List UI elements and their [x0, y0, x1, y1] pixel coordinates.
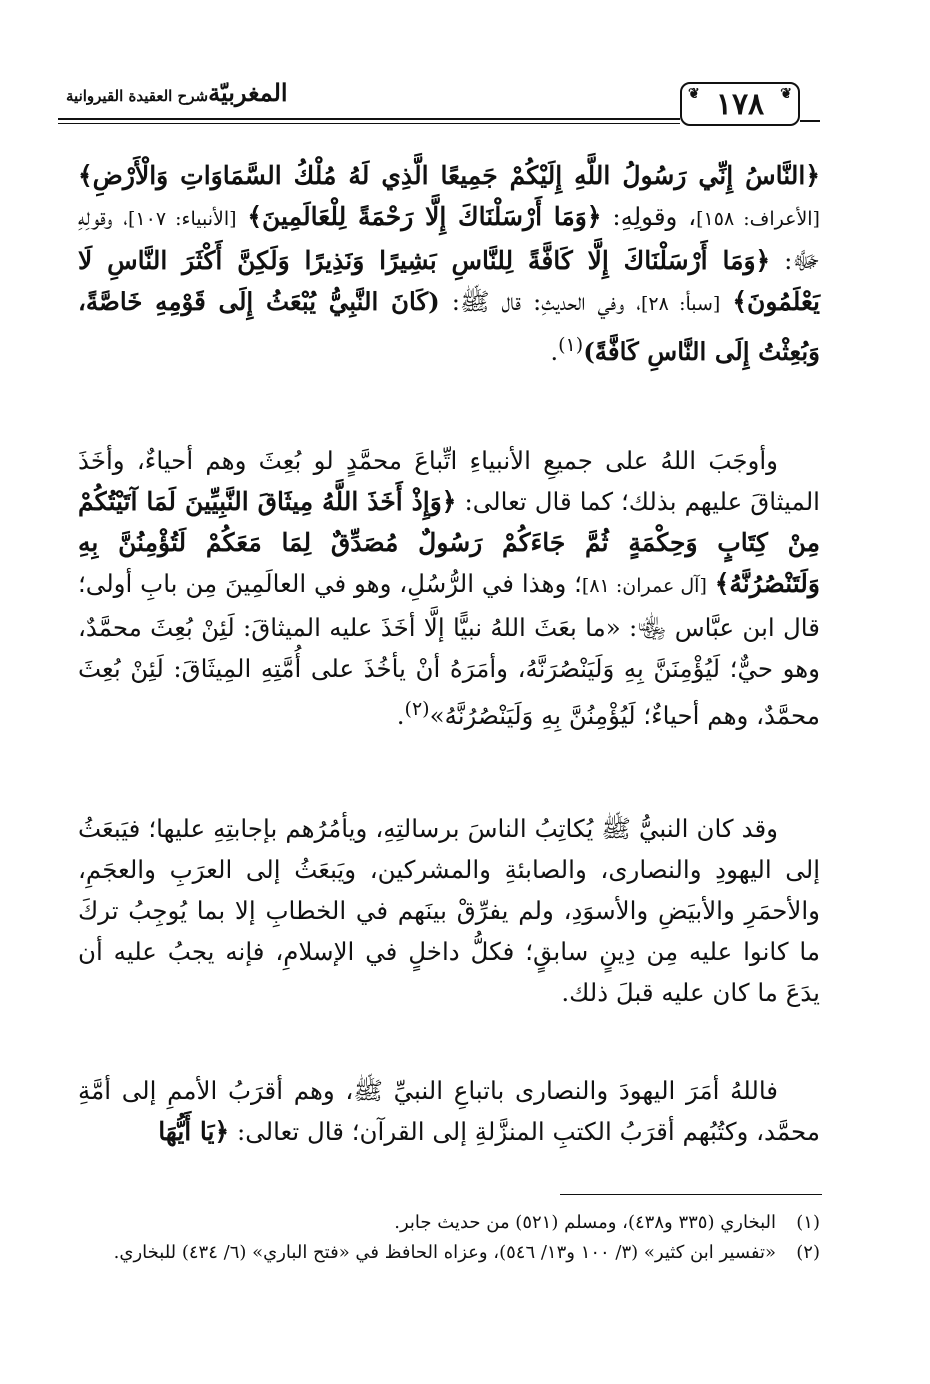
- paragraph-text: وقد كان النبيُّ ﷺ يُكاتِبُ الناسَ برسالتِهِ، ويأمُرُهم بإجابتِهِ عليها؛ فيَبعَثُ إلى اليهودِ والنصارى، والصابئةِ والمشركين، ويَبعَثُ إلى العرَبِ والعجَمِ، والأحمَرِ والأبيَضِ والأسوَدِ، ولم يفرِّقْ بينَهم في الخطابِ إلا بما يُوجِبُ تركَ ما كانوا عليه مِن دِينٍ سابقٍ؛ فكلُّ داخلٍ في الإسلامِ، فإنه يجبُ عليه أن يدَعَ ما كان عليه قبلَ ذلك.: [78, 814, 820, 1007]
- quran-verse: ﴿النَّاسُ إِنِّي رَسُولُ اللَّهِ إِلَيْكُمْ جَمِيعًا الَّذِي لَهُ مُلْكُ السَّمَاوَاتِ وَالْأَرْضِ﴾: [78, 161, 820, 190]
- paragraph-end: .: [550, 337, 559, 367]
- paragraph-end: .: [396, 701, 405, 731]
- footnote-marker: (٢): [404, 698, 430, 720]
- quran-verse: ﴿يَا أَيُّهَا: [158, 1117, 230, 1146]
- paragraph-text: وأوجَبَ اللهُ على جميعِ الأنبياءِ اتِّباعَ محمَّدٍ لو بُعِثَ وهم أحياءٌ، وأخَذَ الميثاقَ عليهم بذلك؛ كما قال تعالى:: [78, 446, 820, 516]
- paragraph-text: ، وقولِهِ ﷻ:: [78, 202, 821, 275]
- footnote-1: [78, 1208, 820, 1238]
- verse-reference: [سبأ: ٢٨]: [641, 293, 721, 315]
- verse-reference: [آل عمران: ٨١]: [581, 575, 707, 597]
- paragraph-text: ؛ وهذا في الرُّسُلِ، وهو في العالَمِينَ مِن بابِ أولى؛ قال ابن عبَّاس ﵄: «ما بعَثَ اللهُ نبيًّا إلَّا أخَذَ عليه الميثاقَ: لَئِنْ بُعِثَ محمَّدٌ، وهو حيٌّ؛ لَيُؤْمِنَنَّ بِهِ وَلَيَنْصُرَنَّهُ، وأمَرَهُ أنْ يأخُذَ على أُمَّتِهِ المِيثَاقَ: لَئِنْ بُعِثَ محمَّدٌ، وهم أحياءٌ؛ لَيُؤْمِنُنَّ بِهِ وَلَيَنْصُرُنَّهُ»: [78, 569, 820, 731]
- ornament-icon: ❦: [688, 86, 700, 102]
- verse-reference: [الأنبياء: ١٠٧]: [127, 208, 237, 230]
- footnote-separator: [560, 1194, 822, 1195]
- footnote-marker: (١): [558, 334, 584, 356]
- footnote-number: (١): [796, 1212, 820, 1233]
- page-number-box: [680, 82, 800, 126]
- footnote-text: البخاري (٣٣٥ و٤٣٨)، ومسلم (٥٢١) من حديث جابر.: [394, 1212, 776, 1233]
- paragraph-2: [78, 440, 820, 736]
- running-header: [60, 78, 320, 107]
- page-number: ١٧٨: [715, 86, 765, 122]
- paragraph-3: [78, 808, 820, 1013]
- footnote-number: (٢): [796, 1242, 820, 1263]
- verse-reference: [الأعراف: ١٥٨]: [696, 208, 820, 230]
- book-subtitle: شرح العقيدة القيروانية: [66, 87, 209, 105]
- quran-verse: ﴿وَمَا أَرْسَلْنَاكَ إِلَّا كَافَّةً لِلنَّاسِ بَشِيرًا وَنَذِيرًا وَلَكِنَّ أَكْثَرَ النَّاسِ لَا يَعْلَمُونَ﴾: [78, 246, 821, 316]
- quran-verse: ﴿وَمَا أَرْسَلْنَاكَ إِلَّا رَحْمَةً لِلْعَالَمِينَ﴾: [247, 202, 602, 231]
- header-rule-right: [800, 120, 820, 122]
- paragraph-4: [78, 1070, 820, 1152]
- hadith-text: (كَانَ النَّبِيُّ يُبْعَثُ إِلَى قَوْمِهِ خَاصَّةً، وَبُعِثْتُ إِلَى النَّاسِ كَافَّةً): [78, 287, 820, 367]
- header-rule: [58, 118, 680, 120]
- header-rule-thin: [58, 123, 680, 124]
- paragraph-text: ، وقولِهِ:: [601, 202, 697, 231]
- quran-verse: ﴿وَإِذْ أَخَذَ اللَّهُ مِيثَاقَ النَّبِيِّينَ لَمَا آتَيْتُكُمْ مِنْ كِتَابٍ وَحِكْمَةٍ ثُمَّ جَاءَكُمْ رَسُولٌ مُصَدِّقٌ لِمَا مَعَكُمْ لَتُؤْمِنُنَّ بِهِ وَلَتَنْصُرُنَّهُ﴾: [78, 487, 820, 598]
- footnotes: [78, 1208, 820, 1268]
- ornament-icon: ❦: [780, 86, 792, 102]
- paragraph-1: [78, 155, 820, 372]
- footnote-2: [78, 1238, 820, 1268]
- book-title: المغربيّة: [208, 78, 288, 107]
- paragraph-text: فاللهُ أمَرَ اليهودَ والنصارى باتباعِ النبيِّ ﷺ، وهم أقرَبُ الأممِ إلى أمَّةِ محمَّد، وكتُبُهم أقرَبُ الكتبِ المنزَّلةِ إلى القرآن؛ قال تعالى:: [78, 1076, 820, 1146]
- paragraph-text: ، وفي الحديثِ: قال ﷺ:: [439, 287, 641, 316]
- footnote-text: «تفسير ابن كثير» (٣/ ١٠٠ و١٣/ ٥٤٦)، وعزاه الحافظ في «فتح الباري» (٦/ ٤٣٤) للبخاري.: [113, 1242, 776, 1263]
